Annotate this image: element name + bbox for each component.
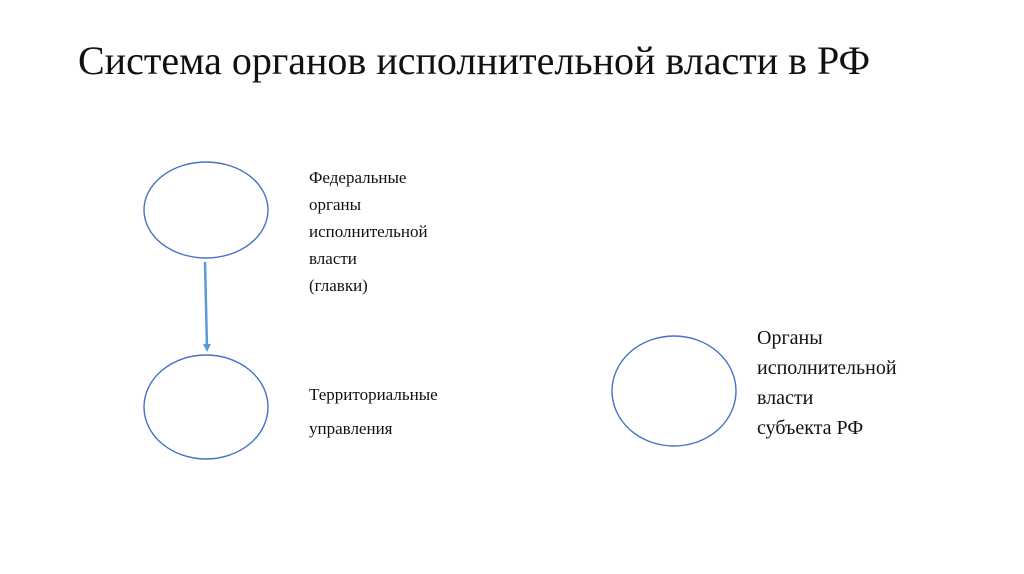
subject-bodies-label-line: субъекта РФ: [757, 417, 864, 439]
subordination-arrow: [205, 262, 207, 348]
federal-bodies-label-line: (главки): [309, 276, 368, 295]
subject-bodies-label-line: исполнительной: [757, 357, 897, 379]
federal-bodies-label-line: исполнительной: [309, 222, 428, 241]
subject-bodies-label: [757, 323, 897, 443]
federal-bodies-circle: [144, 162, 268, 258]
slide-title: Система органов исполнительной власти в РФ: [78, 38, 871, 83]
territorial-offices-label-line: Территориальные: [309, 385, 438, 404]
territorial-offices-circle: [144, 355, 268, 459]
federal-bodies-label: [309, 164, 428, 299]
territorial-offices-label: [309, 378, 438, 446]
subject-bodies-circle: [612, 336, 736, 446]
subject-bodies-label-line: Органы: [757, 327, 823, 349]
federal-bodies-label-line: власти: [309, 249, 357, 268]
territorial-offices-label-line: управления: [309, 419, 393, 438]
federal-bodies-label-line: органы: [309, 195, 362, 214]
subject-bodies-label-line: власти: [757, 387, 814, 409]
federal-bodies-label-line: Федеральные: [309, 168, 407, 187]
